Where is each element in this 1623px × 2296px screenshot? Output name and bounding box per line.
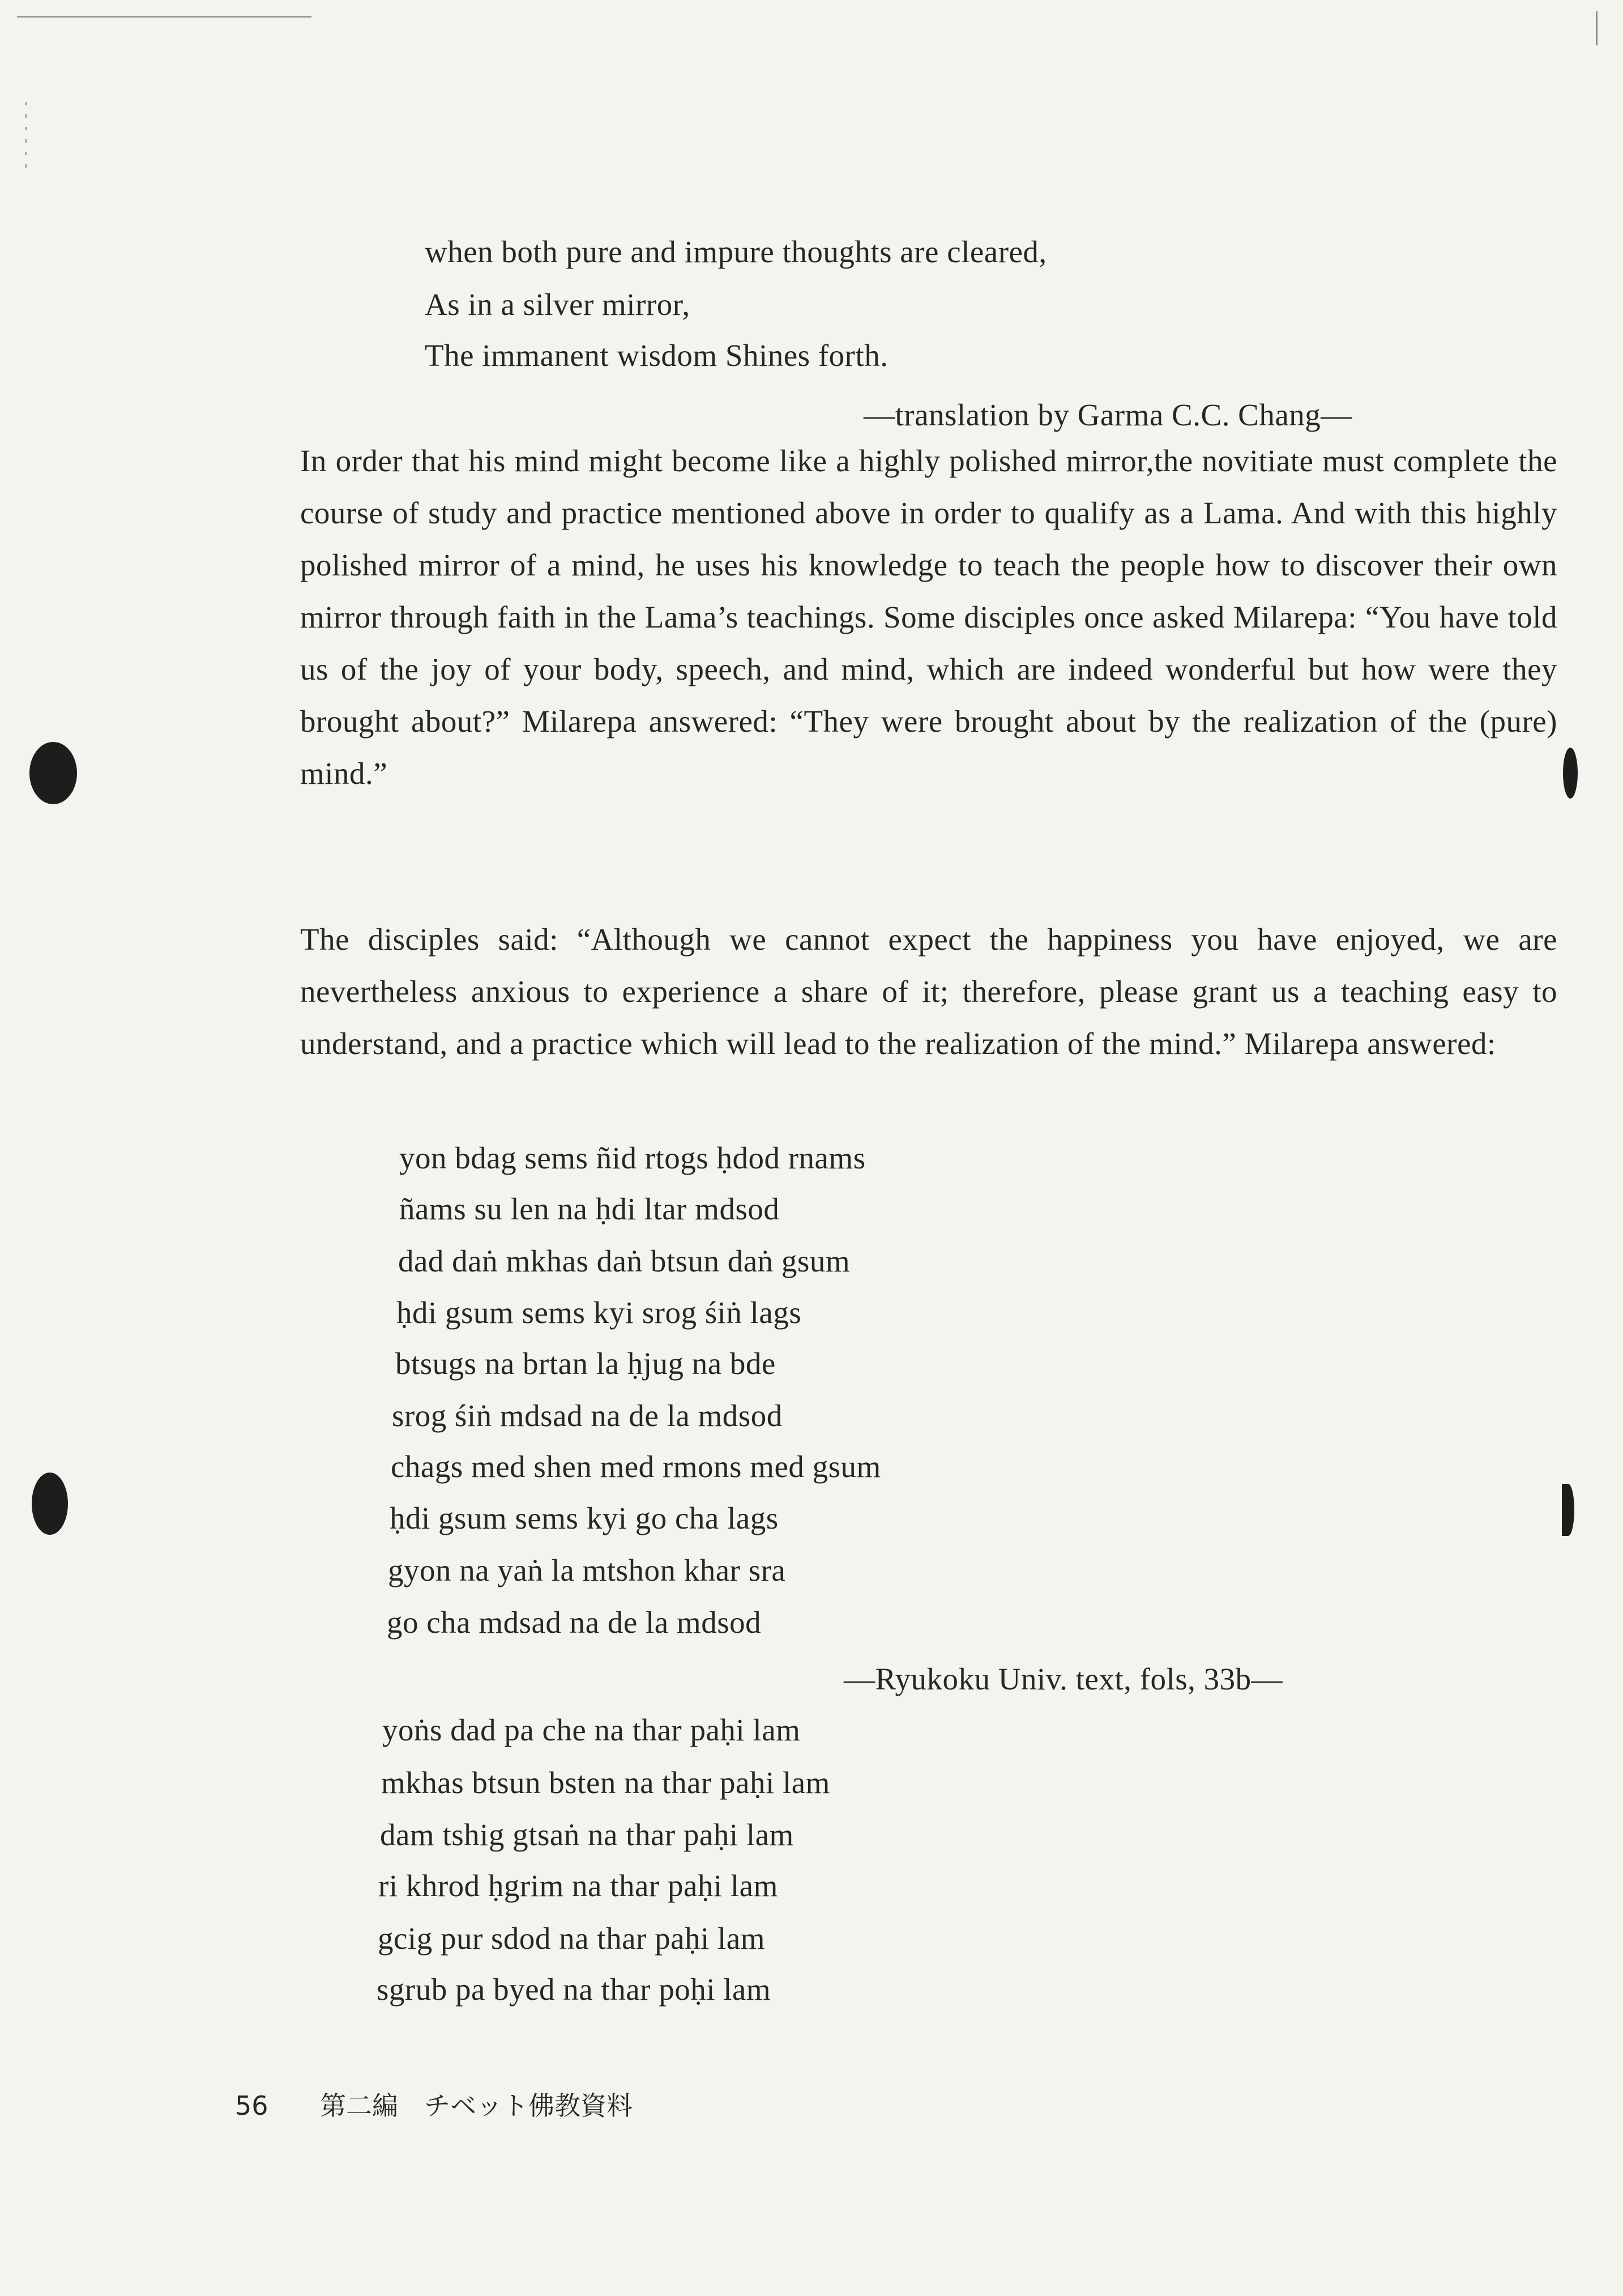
tibetan-verse-line: gcig pur sdod na thar paḥi lam xyxy=(378,1921,765,1956)
scan-specks xyxy=(25,102,27,176)
tibetan-verse-line: dam tshig gtsaṅ na thar paḥi lam xyxy=(380,1817,794,1852)
verse-line: when both pure and impure thoughts are cleared, xyxy=(425,234,1047,269)
tibetan-verse-line: yon bdag sems ñid rtogs ḥdod rnams xyxy=(399,1141,866,1175)
binder-hole-left-lower xyxy=(32,1473,68,1535)
source-attribution: —Ryukoku Univ. text, fols, 33b— xyxy=(844,1662,1283,1696)
tibetan-verse-line: ri khrod ḥgrim na thar paḥi lam xyxy=(378,1868,778,1903)
tibetan-verse-line: mkhas btsun bsten na thar paḥi lam xyxy=(381,1765,830,1800)
binder-hole-left-upper xyxy=(29,742,77,804)
tibetan-verse-line: go cha mdsad na de la mdsod xyxy=(387,1605,762,1640)
paragraph-disciples-request: The disciples said: “Although we cannot expect the happiness you have enjoyed, we are nevertheless anxious to experience a share of it; therefore, please grant us a teaching easy to understand, and a practice which will lead to the realization of the mind.” Milarepa answered: xyxy=(300,922,1557,1061)
tibetan-verse-line: ñams su len na ḥdi ltar mdsod xyxy=(399,1192,780,1226)
translation-attribution: —translation by Garma C.C. Chang— xyxy=(864,398,1352,432)
tibetan-verse-line: ḥdi gsum sems kyi srog śiṅ lags xyxy=(396,1295,802,1330)
tibetan-verse-line: gyon na yaṅ la mtshon khar sra xyxy=(388,1553,786,1587)
paragraph-milarepa-mirror: In order that his mind might become like a highly polished mirror,the novitiate must complete the course of study and practice mentioned above in order to qualify as a Lama. And with this highly polished mirror of a mind, he uses his knowledge to teach the people how to discover their own mirror through faith in the Lama’s teachings. Some disciples once asked Milarepa: “You have told us of the joy of your body, speech, and mind, which are indeed wonderful but how were they brought about?” Milarepa answered: “They were brought about by the realization of the (pure) mind.” xyxy=(300,443,1557,791)
tibetan-verse-line: dad daṅ mkhas daṅ btsun daṅ gsum xyxy=(398,1244,851,1278)
binder-hole-right-upper xyxy=(1563,748,1578,799)
verse-line: The immanent wisdom Shines forth. xyxy=(425,338,889,373)
verse-line: As in a silver mirror, xyxy=(425,287,690,322)
tibetan-verse-line: btsugs na brtan la ḥjug na bde xyxy=(395,1346,776,1381)
scan-edge-mark xyxy=(1596,11,1598,45)
tibetan-verse-line: yoṅs dad pa che na thar paḥi lam xyxy=(382,1713,801,1747)
tibetan-verse-line: ḥdi gsum sems kyi go cha lags xyxy=(390,1501,779,1535)
tibetan-verse-line: srog śiṅ mdsad na de la mdsod xyxy=(392,1398,783,1433)
tibetan-verse-line: sgrub pa byed na thar poḥi lam xyxy=(377,1972,771,2007)
scan-top-rule xyxy=(17,16,311,18)
binder-hole-right-lower xyxy=(1562,1484,1574,1536)
tibetan-verse-line: chags med shen med rmons med gsum xyxy=(391,1449,881,1484)
page-number: 56 xyxy=(235,2090,268,2121)
section-title: 第二編 チベット佛教資料 xyxy=(320,2090,633,2121)
